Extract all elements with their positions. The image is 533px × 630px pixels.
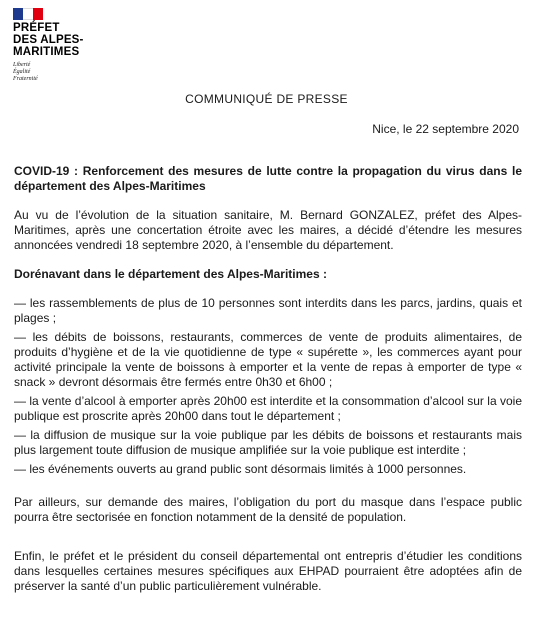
motto-liberte: Liberté (13, 62, 31, 68)
paragraph-mask: Par ailleurs, sur demande des maires, l’obligation du port du masque dans l’espace public pourra être sectorisée en fonction notamment de la densité de population. (14, 495, 522, 524)
subheading: Dorénavant dans le département des Alpes-Maritimes : (14, 267, 327, 281)
logo-line-3: MARITIMES (13, 46, 80, 58)
document-date: Nice, le 22 septembre 2020 (372, 122, 519, 136)
logo-line-2: DES ALPES- (13, 34, 84, 46)
document-body (14, 164, 522, 608)
motto-egalite: Égalité (13, 69, 31, 75)
document-header: COMMUNIQUÉ DE PRESSE (185, 92, 348, 106)
list-item: — les rassemblements de plus de 10 personnes sont interdits dans les parcs, jardins, quais et plages ; (14, 296, 522, 325)
intro-paragraph: Au vu de l’évolution de la situation sanitaire, M. Bernard GONZALEZ, préfet des Alpes-Maritimes, après une concertation étroite avec les maires, a décidé d’étendre les mesures annoncées vendredi 18 septembre 2020, à l’ensemble du département. (14, 208, 522, 252)
prefecture-logo (13, 8, 123, 83)
document-title: COVID-19 : Renforcement des mesures de lutte contre la propagation du virus dans le département des Alpes-Maritimes (14, 164, 522, 193)
logo-line-1: PRÉFET (13, 22, 60, 34)
paragraph-ehpad: Enfin, le préfet et le président du conseil départemental ont entrepris d’étudier les conditions dans lesquelles certaines mesures spécifiques aux EHPAD pourraient être adoptées afin de préserver la santé d’un public particulièrement vulnérable. (14, 549, 522, 593)
motto (13, 62, 123, 83)
list-item: — la vente d’alcool à emporter après 20h00 est interdite et la consommation d’alcool sur la voie publique est proscrite après 20h00 dans tout le département ; (14, 394, 522, 423)
list-item: — les débits de boissons, restaurants, commerces de vente de produits alimentaires, de produits d’hygiène et de la vie quotidienne de type « supérette », les commerces ayant pour activité principale la vente de boissons à emporter et la vente de repas à emporter de type « snack » devront désormais être fermés entre 0h30 et 6h00 ; (14, 330, 522, 389)
french-flag-icon (13, 8, 43, 20)
measures-list (14, 296, 522, 477)
list-item: — les événements ouverts au grand public sont désormais limités à 1000 personnes. (14, 462, 467, 476)
list-item: — la diffusion de musique sur la voie publique par les débits de boissons et restaurants mais plus largement toute diffusion de musique amplifiée sur la voie publique est interdite ; (14, 428, 522, 457)
motto-fraternite: Fraternité (13, 76, 38, 82)
